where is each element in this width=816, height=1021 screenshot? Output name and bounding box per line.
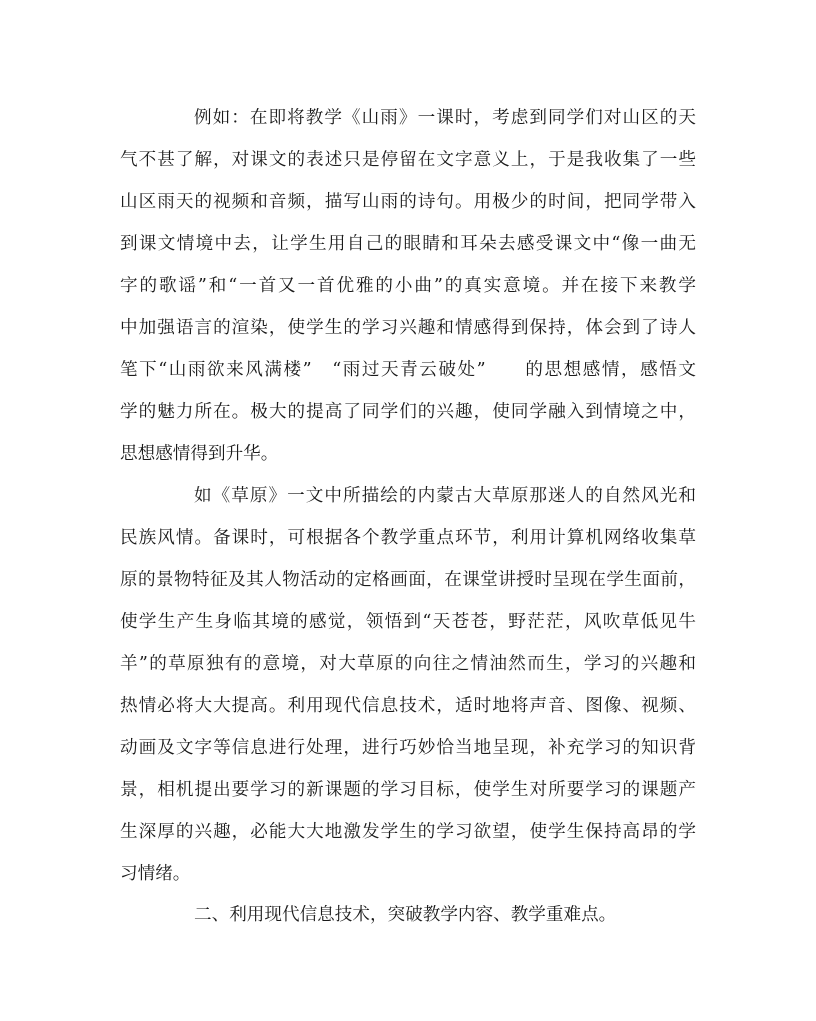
paragraph-1-line-3: 山区雨天的视频和音频，描写山雨的诗句。用极少的时间，把同学带入 [120,192,696,212]
paragraph-2-line-6: 热情必将大大提高。利用现代信息技术，适时地将声音、图像、视频、 [120,696,696,716]
paragraph-2-line-5: 羊”的草原独有的意境，对大草原的向往之情油然而生，学习的兴趣和 [120,654,696,674]
paragraph-1-line-6: 中加强语言的渲染，使学生的学习兴趣和情感得到保持，体会到了诗人 [120,318,696,338]
paragraph-2-line-4: 使学生产生身临其境的感觉，领悟到“天苍苍，野茫茫，风吹草低见牛 [120,612,696,632]
paragraph-2-line-8: 景，相机提出要学习的新课题的学习目标，使学生对所要学习的课题产 [120,780,696,800]
paragraph-1-line-7: 笔下“山雨欲来风满楼” “雨过天青云破处” 的思想感情，感悟文 [120,360,696,380]
paragraph-1-line-5: 字的歌谣”和“一首又一首优雅的小曲”的真实意境。并在接下来教学 [120,276,696,296]
paragraph-1-line-1: 例如：在即将教学《山雨》一课时，考虑到同学们对山区的天 [194,108,696,128]
section-heading: 二、利用现代信息技术，突破教学内容、教学重难点。 [194,905,617,925]
paragraph-2-line-2: 民族风情。备课时，可根据各个教学重点环节，利用计算机网络收集草 [120,528,696,548]
paragraph-1-line-8: 学的魅力所在。极大的提高了同学们的兴趣，使同学融入到情境之中， [120,402,696,422]
paragraph-2-line-9: 生深厚的兴趣，必能大大地激发学生的学习欲望，使学生保持高昂的学 [120,822,696,842]
paragraph-1-line-9: 思想感情得到升华。 [120,444,279,464]
paragraph-2-line-3: 原的景物特征及其人物活动的定格画面，在课堂讲授时呈现在学生面前， [120,570,696,590]
paragraph-1-line-4: 到课文情境中去，让学生用自己的眼睛和耳朵去感受课文中“像一曲无 [120,234,696,254]
paragraph-1-line-2: 气不甚了解，对课文的表述只是停留在文字意义上，于是我收集了一些 [120,150,696,170]
paragraph-2-line-7: 动画及文字等信息进行处理，进行巧妙恰当地呈现，补充学习的知识背 [120,738,696,758]
paragraph-2-line-10: 习情绪。 [120,864,191,884]
paragraph-2-line-1: 如《草原》一文中所描绘的内蒙古大草原那迷人的自然风光和 [194,486,696,506]
